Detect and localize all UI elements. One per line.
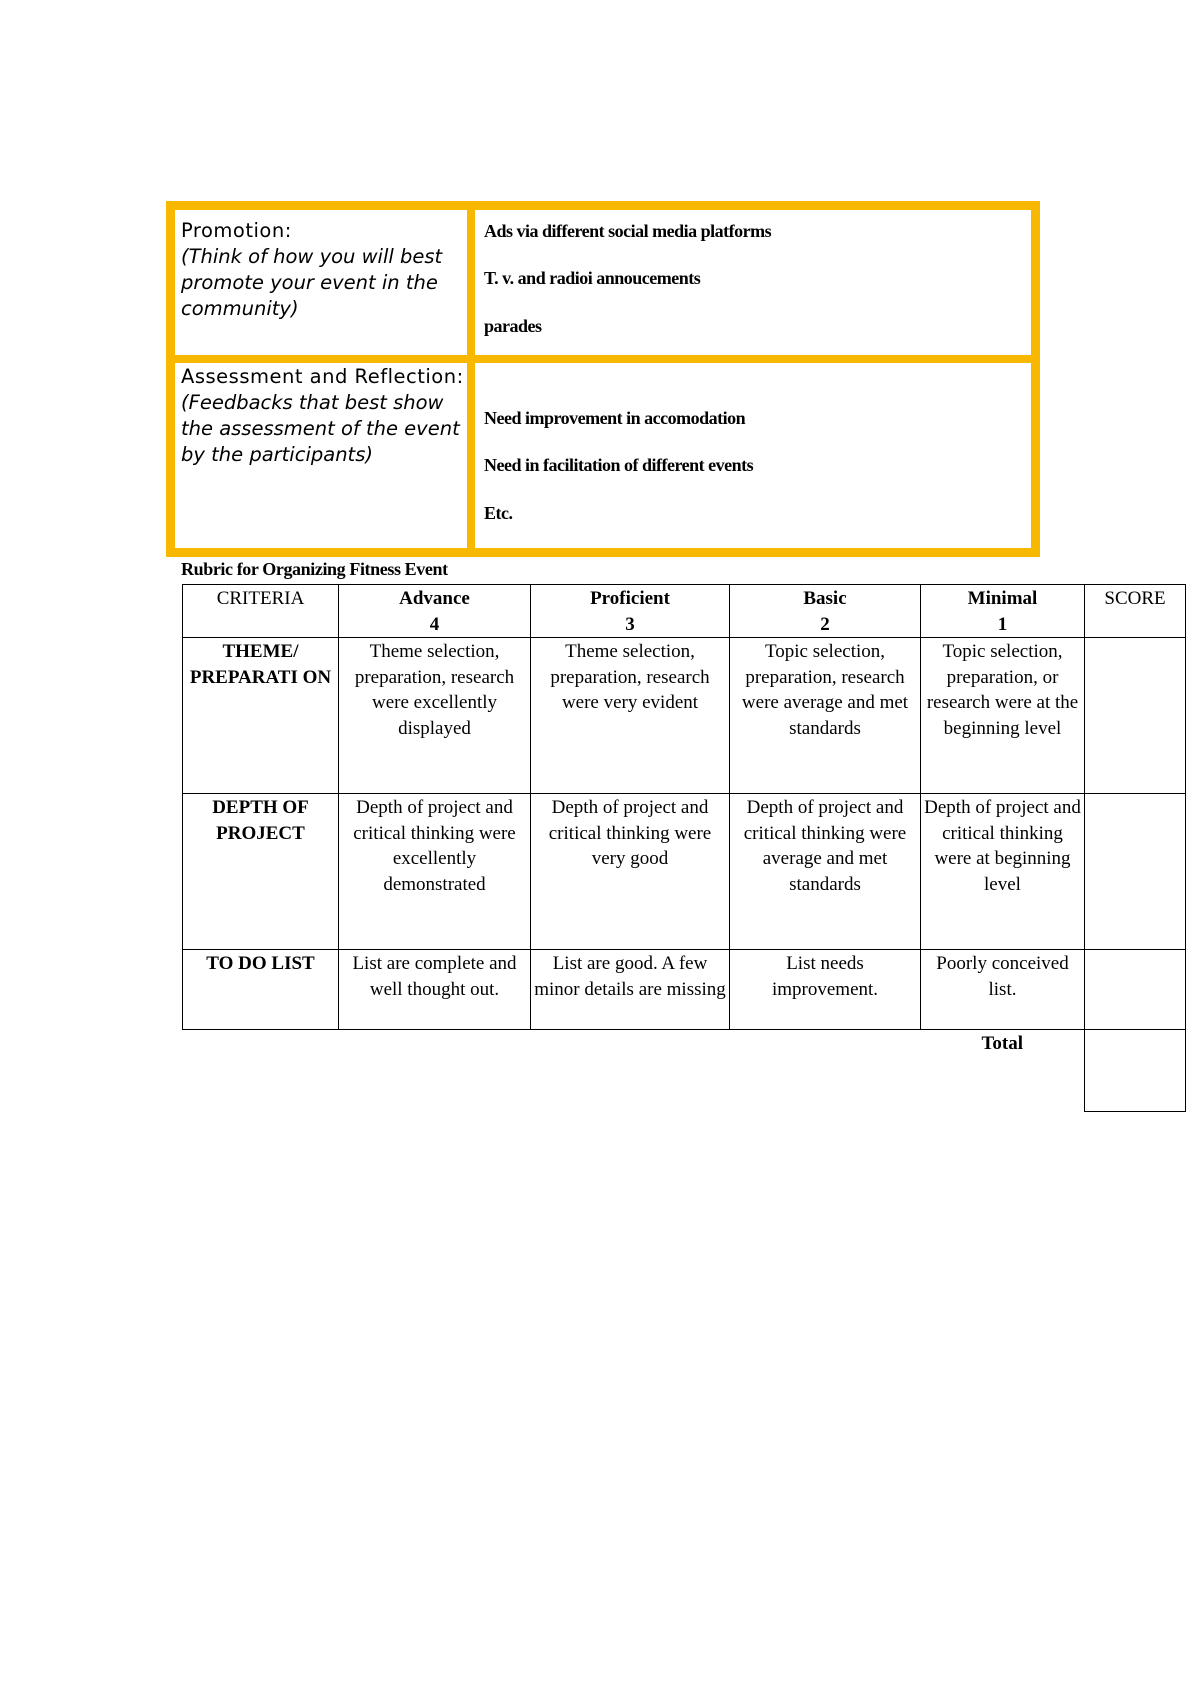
rubric-cell: List needs improvement. <box>730 950 921 1030</box>
rubric-cell: Depth of project and critical thinking were excellently demonstrated <box>339 794 531 950</box>
assessment-hint: (Feedbacks that best show the assessment of the event by the participants) <box>181 391 460 466</box>
assessment-value-cell <box>475 363 1031 548</box>
score-cell[interactable] <box>1085 638 1186 794</box>
criterion-cell: DEPTH OF PROJECT <box>183 794 339 950</box>
rubric-title: Rubric for Organizing Fitness Event <box>181 559 448 579</box>
promotion-label: Promotion: <box>181 219 292 242</box>
table-row <box>183 794 1186 950</box>
promotion-value-cell <box>475 210 1031 355</box>
criterion-cell: TO DO LIST <box>183 950 339 1030</box>
assessment-label-cell <box>175 363 467 548</box>
rubric-cell: Topic selection, preparation, research were average and met standards <box>730 638 921 794</box>
header-advance: Advance 4 <box>339 585 531 638</box>
rubric-cell: Theme selection, preparation, research were excellently displayed <box>339 638 531 794</box>
criterion-cell: THEME/ PREPARATI ON <box>183 638 339 794</box>
rubric-cell: Theme selection, preparation, research were very evident <box>531 638 730 794</box>
total-row <box>183 1030 1186 1112</box>
rubric-cell: Depth of project and critical thinking were very good <box>531 794 730 950</box>
promotion-item: Ads via different social media platforms <box>484 221 772 241</box>
rubric-cell: Depth of project and critical thinking were average and met standards <box>730 794 921 950</box>
promotion-item: parades <box>484 316 542 336</box>
score-cell[interactable] <box>1085 950 1186 1030</box>
assessment-item: Need improvement in accomodation <box>484 408 746 428</box>
rubric-cell: Topic selection, preparation, or research were at the beginning level <box>921 638 1085 794</box>
total-spacer <box>183 1030 921 1112</box>
promotion-label-cell <box>175 210 467 355</box>
total-score-cell[interactable] <box>1085 1030 1186 1112</box>
promotion-hint: (Think of how you will best promote your event in the community) <box>181 245 443 320</box>
rubric-cell: Poorly conceived list. <box>921 950 1085 1030</box>
rubric-cell: Depth of project and critical thinking were at beginning level <box>921 794 1085 950</box>
rubric-table <box>182 584 1186 1112</box>
assessment-item: Need in facilitation of different events <box>484 455 754 475</box>
rubric-header-row <box>183 585 1186 638</box>
planning-box <box>166 201 1040 557</box>
total-label: Total <box>921 1030 1085 1112</box>
header-score: SCORE <box>1085 585 1186 638</box>
table-row <box>183 950 1186 1030</box>
header-proficient: Proficient 3 <box>531 585 730 638</box>
header-criteria: CRITERIA <box>183 585 339 638</box>
promotion-item: T. v. and radioi annoucements <box>484 268 701 288</box>
header-basic: Basic 2 <box>730 585 921 638</box>
assessment-item: Etc. <box>484 503 513 523</box>
assessment-label: Assessment and Reflection: <box>181 365 464 388</box>
header-minimal: Minimal 1 <box>921 585 1085 638</box>
table-row <box>183 638 1186 794</box>
score-cell[interactable] <box>1085 794 1186 950</box>
rubric-cell: List are complete and well thought out. <box>339 950 531 1030</box>
rubric-cell: List are good. A few minor details are missing <box>531 950 730 1030</box>
